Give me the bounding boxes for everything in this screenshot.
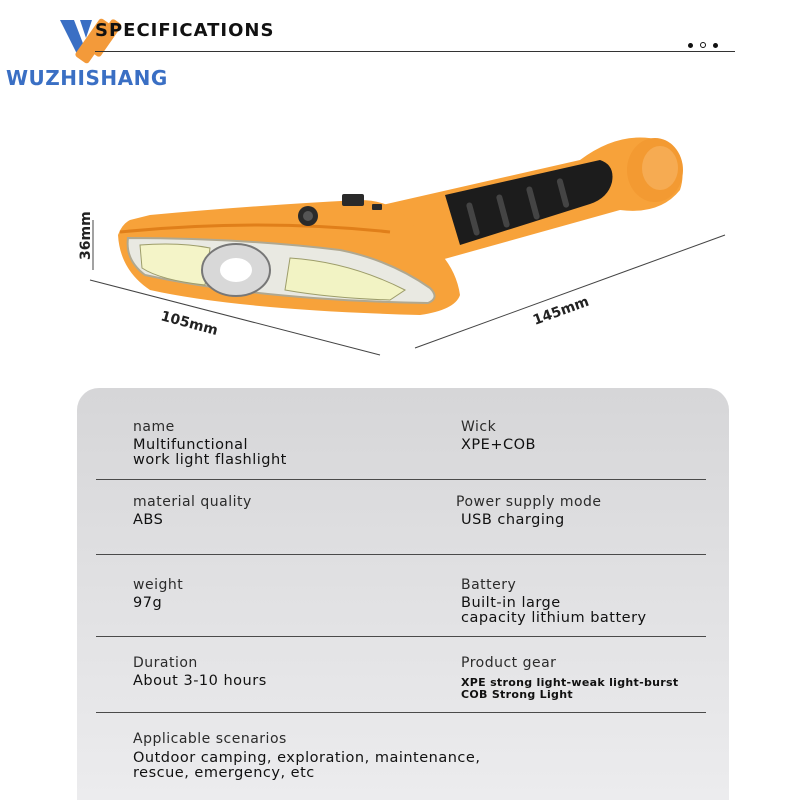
spec-battery-label: Battery xyxy=(461,577,517,593)
spec-wick-value: XPE+COB xyxy=(461,437,536,453)
spec-power-label: Power supply mode xyxy=(456,494,602,510)
dot-icon xyxy=(713,43,718,48)
spec-weight-value: 97g xyxy=(133,595,163,611)
spec-wick-label: Wick xyxy=(461,419,497,435)
spec-gear-value-line1: XPE strong light-weak light-burst xyxy=(461,676,679,689)
row-divider xyxy=(96,479,706,480)
row-divider xyxy=(96,712,706,713)
page-title: SPECIFICATIONS xyxy=(95,20,275,41)
spec-weight-label: weight xyxy=(133,577,184,593)
row-divider xyxy=(96,554,706,555)
dimension-width: 105mm xyxy=(158,308,220,339)
product-image xyxy=(60,120,760,380)
spec-name-value-line2: work light flashlight xyxy=(133,452,287,468)
dimension-length: 145mm xyxy=(530,293,592,329)
row-divider xyxy=(96,636,706,637)
spec-name-label: name xyxy=(133,419,175,435)
carousel-dots xyxy=(688,42,718,48)
spec-duration-label: Duration xyxy=(133,655,198,671)
spec-gear-label: Product gear xyxy=(461,655,557,671)
spec-name-value-line1: Multifunctional xyxy=(133,437,249,453)
spec-scenarios-value-line1: Outdoor camping, exploration, maintenance, xyxy=(133,750,481,766)
spec-gear-value-line2: COB Strong Light xyxy=(461,688,573,701)
dot-icon xyxy=(688,43,693,48)
spec-battery-value-line2: capacity lithium battery xyxy=(461,610,647,626)
spec-material-value: ABS xyxy=(133,512,164,528)
spec-battery-value-line1: Built-in large xyxy=(461,595,561,611)
dimension-height: 36mm xyxy=(78,211,94,260)
dot-icon xyxy=(700,42,706,48)
brand-name: WUZHISHANG xyxy=(6,66,168,90)
spec-scenarios-value-line2: rescue, emergency, etc xyxy=(133,765,315,781)
spec-scenarios-label: Applicable scenarios xyxy=(133,731,287,747)
spec-material-label: material quality xyxy=(133,494,252,510)
spec-power-value: USB charging xyxy=(461,512,565,528)
spec-duration-value: About 3-10 hours xyxy=(133,673,267,689)
header-divider xyxy=(95,51,735,52)
